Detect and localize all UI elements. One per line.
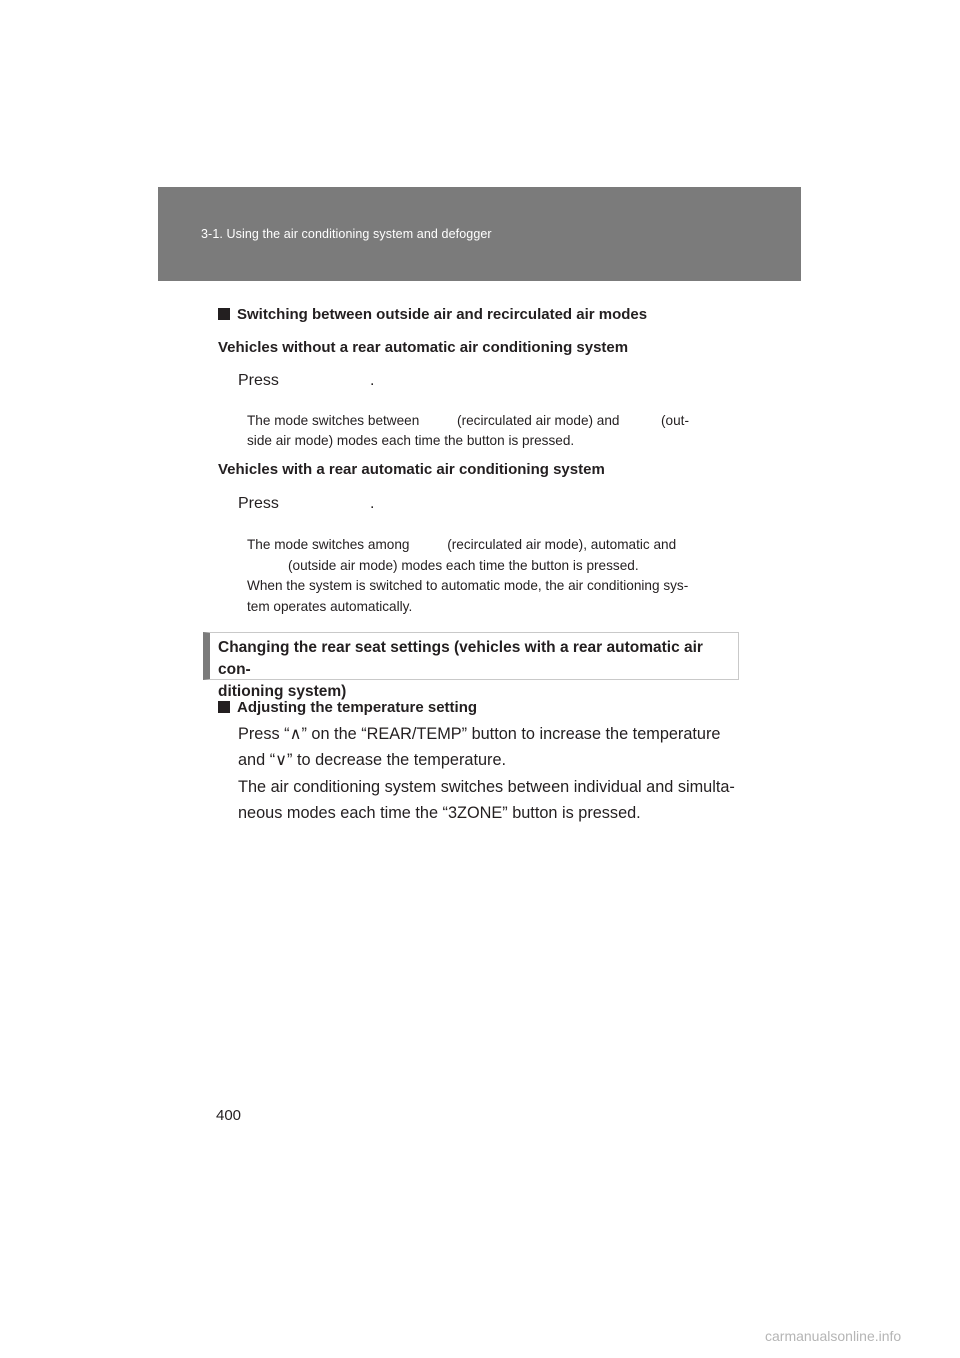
section-title: 3-1. Using the air conditioning system and defogger	[201, 227, 492, 241]
without-rear-note-line2: side air mode) modes each time the button is pressed.	[247, 433, 575, 448]
temperature-line1: Press “∧” on the “REAR/TEMP” button to increase the temperature	[238, 725, 721, 743]
square-bullet-icon	[218, 308, 230, 320]
temperature-line3: The air conditioning system switches between individual and simulta-	[238, 778, 735, 796]
switching-heading-text: Switching between outside air and recirculated air modes	[237, 306, 648, 323]
with-rear-note-line1: The mode switches among (recirculated air mode), automatic and	[247, 537, 677, 552]
rear-settings-section-heading	[203, 632, 739, 700]
with-rear-note-line4: tem operates automatically.	[247, 599, 413, 614]
without-rear-note-line1: The mode switches between (recirculated air mode) and (out-	[247, 413, 689, 428]
rear-settings-heading-line2: ditioning system)	[218, 683, 347, 700]
with-rear-note-line3: When the system is switched to automatic mode, the air conditioning sys-	[247, 578, 689, 593]
rear-settings-heading-line1: Changing the rear seat settings (vehicles with a rear automatic air con-	[218, 639, 703, 678]
temperature-line2: and “∨” to decrease the temperature.	[238, 751, 507, 769]
square-bullet-icon	[218, 701, 230, 713]
with-rear-heading: Vehicles with a rear automatic air conditioning system	[218, 461, 605, 478]
temperature-heading-text: Adjusting the temperature setting	[237, 699, 478, 716]
with-rear-press-end: .	[370, 495, 375, 512]
with-rear-note-line2: (outside air mode) modes each time the button is pressed.	[288, 558, 639, 573]
page-number: 400	[216, 1107, 242, 1124]
with-rear-press-label: Press	[238, 495, 279, 512]
without-rear-press-label: Press	[238, 372, 279, 389]
temperature-heading	[218, 699, 477, 716]
without-rear-press-end: .	[370, 372, 375, 389]
section-header-band	[158, 187, 801, 281]
temperature-line4: neous modes each time the “3ZONE” button is pressed.	[238, 804, 641, 822]
switching-heading	[218, 306, 647, 323]
without-rear-heading: Vehicles without a rear automatic air conditioning system	[218, 339, 629, 356]
watermark: carmanualsonline.info	[765, 1328, 902, 1344]
